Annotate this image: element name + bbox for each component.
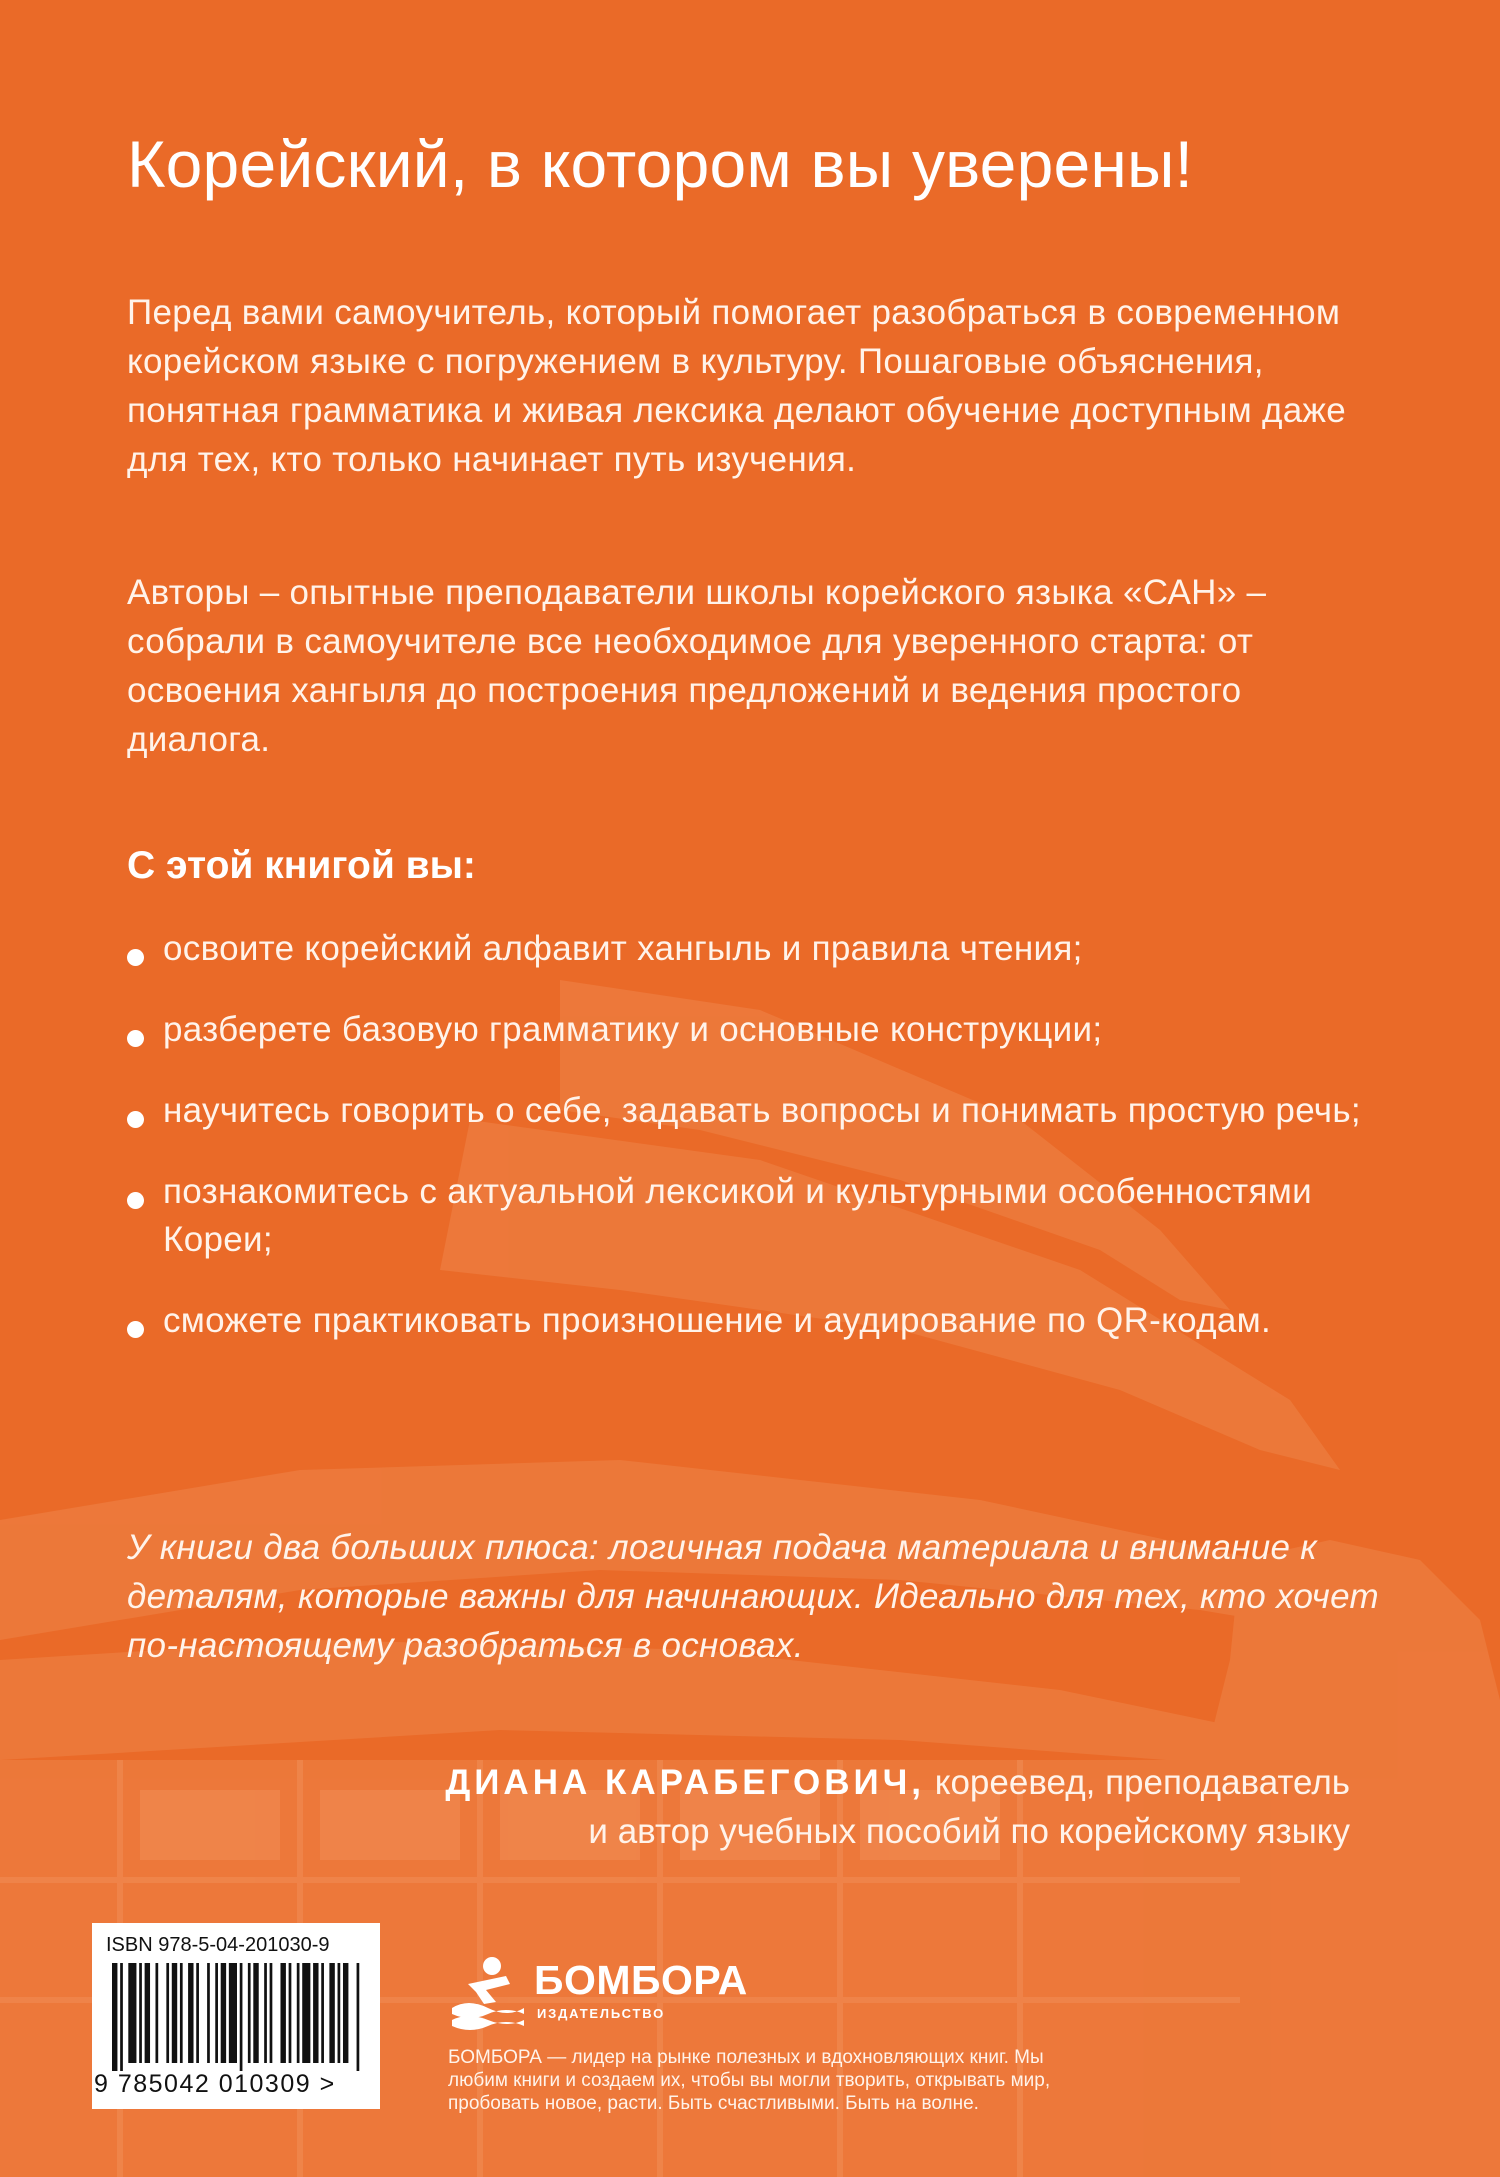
bullet-dot-icon: [127, 1192, 144, 1209]
quote-author-role-line2: и автор учебных пособий по корейскому языку: [588, 1812, 1350, 1851]
benefits-heading: С этой книгой вы:: [127, 844, 476, 887]
barcode-digits: 9 785042 010309 >: [94, 2070, 336, 2098]
benefits-list: [127, 925, 1417, 1378]
quote-attribution: [250, 1758, 1350, 1856]
list-item-text: разберете базовую грамматику и основные конструкции;: [163, 1010, 1103, 1049]
list-item: [127, 1168, 1417, 1264]
quote-author: ДИАНА КАРАБЕГОВИЧ,: [445, 1763, 926, 1802]
quote-author-role-line1: кореевед, преподаватель: [934, 1763, 1350, 1802]
list-item-text: сможете практиковать произношение и аудирование по QR-кодам.: [163, 1301, 1271, 1340]
barcode-bars: [112, 1963, 362, 2071]
intro-paragraph-1: Перед вами самоучитель, который помогает разобраться в современном корейском языке с погружением в культуру. Пошаговые объяснения, понятная грамматика и живая лексика делают обучение доступным даже для тех, кто только начинает путь изучения.: [127, 293, 1347, 479]
review-quote: У книги два больших плюса: логичная подача материала и внимание к деталям, которые важны для начинающих. Идеально для тех, кто хочет по-настоящему разобраться в основах.: [127, 1528, 1379, 1665]
publisher-name: БОМБОРА: [534, 1957, 748, 2003]
intro-paragraph-2: Авторы – опытные преподаватели школы корейского языка «САН» – собрали в самоучителе все необходимое для уверенного старта: от освоения хангыля до построения предложений и ведения простого диалога.: [127, 573, 1267, 759]
list-item: [127, 1087, 1417, 1135]
list-item: [127, 1006, 1417, 1054]
wave-rider-icon: [448, 1950, 528, 2030]
isbn-barcode: [92, 1923, 380, 2109]
isbn-label: ISBN 978-5-04-201030-9: [106, 1934, 330, 1956]
bullet-dot-icon: [127, 949, 144, 966]
publisher-subtitle: ИЗДАТЕЛЬСТВО: [537, 2006, 666, 2021]
bullet-dot-icon: [127, 1321, 144, 1338]
headline: Корейский, в котором вы уверены!: [127, 127, 1194, 201]
publisher-blurb: БОМБОРА — лидер на рынке полезных и вдохновляющих книг. Мы любим книги и создаем их, чтобы вы могли творить, открывать мир, пробовать новое, расти. Быть счастливыми. Быть на волне.: [448, 2047, 1051, 2114]
list-item-text: научитесь говорить о себе, задавать вопросы и понимать простую речь;: [163, 1091, 1361, 1130]
list-item-text: освоите корейский алфавит хангыль и правила чтения;: [163, 929, 1083, 968]
list-item: [127, 1297, 1417, 1345]
bullet-dot-icon: [127, 1030, 144, 1047]
list-item-text: познакомитесь с актуальной лексикой и культурными особенностями Кореи;: [163, 1172, 1312, 1259]
list-item: [127, 925, 1417, 973]
bullet-dot-icon: [127, 1111, 144, 1128]
